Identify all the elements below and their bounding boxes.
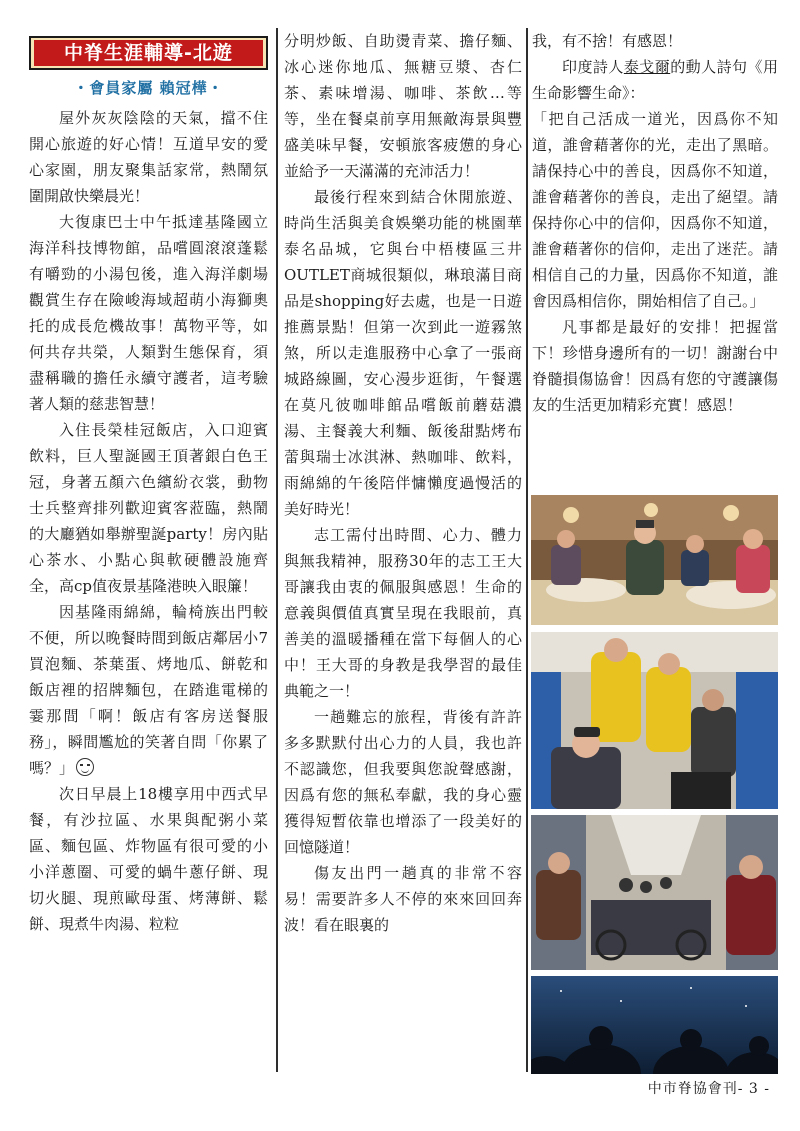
article-column-1 xyxy=(29,28,268,937)
restaurant-dining-photo xyxy=(531,495,778,625)
paragraph: 凡事都是最好的安排！把握當下！珍惜身邊所有的一切！謝謝台中脊髓損傷協會！因爲有您的守護讓傷友的生活更加精彩充實！感恩！ xyxy=(532,318,778,414)
paragraph-text: 因基隆雨綿綿，輪椅族出門較不便，所以晚餐時間到飯店鄰居小7買泡麵、茶葉蛋、烤地瓜、餅乾和飯店裡的招牌麵包，在踏進電梯的霎那間「啊！飯店有客房送餐服務」，瞬間尷尬的笑著自問「你累了嗎？」 xyxy=(29,603,268,777)
paragraph: 志工需付出時間、心力、體力與無我精神，服務30年的志工王大哥讓我由衷的佩服與感恩！生命的意義與價值真實呈現在我眼前，真善美的溫暖播種在當下每個人的心中！王大哥的身教是我學習的最佳典範之一！ xyxy=(284,526,522,700)
article-body xyxy=(284,28,522,938)
paragraph xyxy=(532,54,778,106)
paragraph: 最後行程來到結合休閒旅遊、時尚生活與美食娛樂功能的桃園華泰名品城，它與台中梧棲區三井OUTLET商城很類似，琳琅滿目商品是shopping好去處，也是一日遊推薦景點！但第一次到此一遊霧煞煞，所以走進服務中心拿了一張商城路線圖，安心漫步逛街，午餐選在莫凡彼咖啡館品嚐飯前蘑菇濃湯、主餐義大利麵、飯後甜點烤布蕾與瑞士冰淇淋、熱咖啡、飲料，雨綿綿的午後陪伴慵懶度過慢活的美好時光！ xyxy=(284,188,522,518)
article-column-2 xyxy=(284,28,522,938)
page-footer: 中市脊協會刊- 3 - xyxy=(647,1081,770,1097)
paragraph: 我，有不捨！有感恩！ xyxy=(532,32,683,50)
paragraph: 屋外灰灰陰陰的天氣，擋不住開心旅遊的好心情！互道早安的愛心家園，朋友聚集話家常，熱鬧氛圍開啟快樂晨光！ xyxy=(29,109,268,205)
paragraph-text: 的動人詩句《用生命影響生命》： xyxy=(532,58,778,102)
paragraph: 次日早晨上18樓享用中西式早餐，有沙拉區、水果與配粥小菜區、麵包區、炸物區有很可愛的小小洋蔥圈、可愛的蝸牛蔥仔餅、現切火腿、現煎歐母蛋、烤薄餅、鬆餅、現煮牛肉湯、粒粒 xyxy=(29,785,268,933)
column-divider xyxy=(276,28,278,1072)
train-car-wheelchairs-photo xyxy=(531,815,778,970)
paragraph-text: 印度詩人 xyxy=(562,58,624,76)
paragraph: 入住長榮桂冠飯店，入口迎賓飲料，巨人聖誕國王頂著銀白色王冠，身著五顏六色繽紛衣裳，動物士兵整齊排列歡迎賓客蒞臨，熱鬧的大廳猶如舉辦聖誕party！房內貼心茶水、小點心與軟硬體設施齊全，高cp值夜景基隆港映入眼簾！ xyxy=(29,421,268,595)
article-body xyxy=(29,105,268,937)
smiley-emoji-icon xyxy=(76,758,94,776)
article-author: ・會員家屬 賴冠樺・ xyxy=(73,79,224,97)
paragraph: 一趟難忘的旅程，背後有許許多多默默付出心力的人員，我也許不認識您，但我要與您說聲感謝，因爲有您的無私奉獻，我的身心靈獲得短暫依靠也增添了一段美好的回憶隧道！ xyxy=(284,708,522,856)
article-title: 中脊生涯輔導-北遊 xyxy=(34,40,263,66)
bus-interior-volunteers-photo xyxy=(531,632,778,809)
article-title-box xyxy=(29,36,268,70)
paragraph xyxy=(29,599,268,781)
column-divider xyxy=(526,28,528,1072)
article-column-3 xyxy=(532,28,778,418)
article-body xyxy=(532,28,778,418)
paragraph: 大復康巴士中午抵達基隆國立海洋科技博物館，品嚐圓滾滾蓬鬆有嚼勁的小湯包後，進入海洋劇場觀賞生存在險峻海域超萌小海獅奧托的成長危機故事！萬物平等，如何共存共榮，人類對生態保育，須盡稱職的擔任永續守護者，這考驗著人類的慈悲智慧！ xyxy=(29,213,268,413)
paragraph: 分明炒飯、自助燙青菜、擔仔麵、冰心迷你地瓜、無糖豆漿、杏仁茶、素味增湯、咖啡、茶飲…等等，坐在餐桌前享用無敵海景與豐盛美味早餐，安頓旅客疲憊的身心並給予一天滿滿的充沛活力！ xyxy=(284,32,522,180)
poem-quote: 「把自己活成一道光，因爲你不知道，誰會藉著你的光，走出了黑暗。請保持心中的善良，因爲你不知道，誰會藉著你的善良，走出了絕望。請保持你心中的信仰，因爲你不知道，誰會藉著你的信仰，走出了迷茫。請相信自己的力量，因爲你不知道，誰會因爲相信你，開始相信了自己。」 xyxy=(532,110,778,310)
paragraph: 傷友出門一趟真的非常不容易！需要許多人不停的來來回回奔波！看在眼裏的 xyxy=(284,864,522,934)
poet-name: 泰戈爾 xyxy=(623,58,671,76)
night-sky-silhouettes-photo xyxy=(531,976,778,1074)
